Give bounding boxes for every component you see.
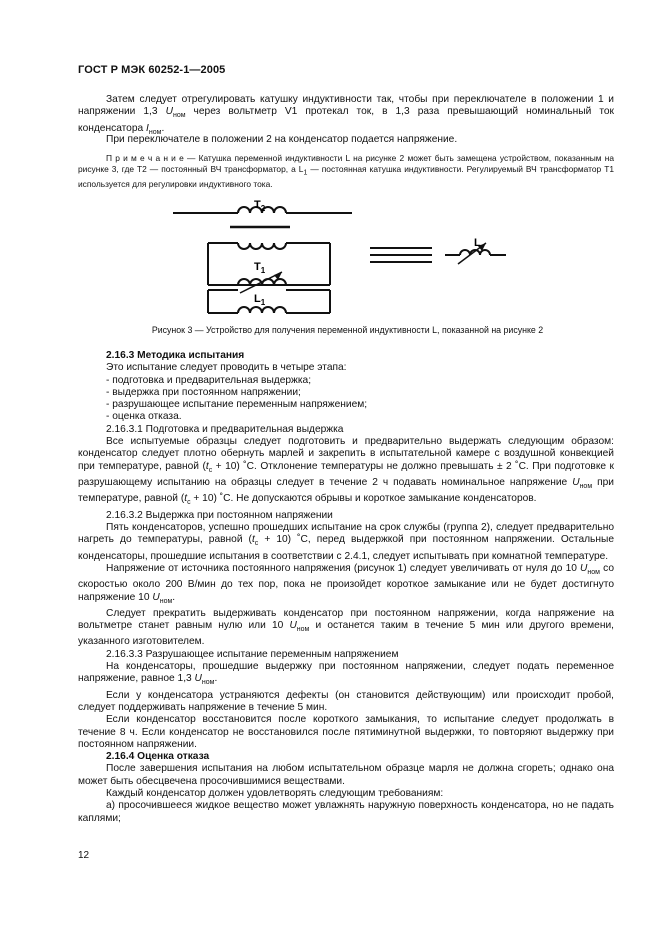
voltage-symbol: U xyxy=(165,106,173,118)
voltage-symbol: U xyxy=(580,562,588,574)
subscript: ном xyxy=(159,597,173,605)
paragraph xyxy=(78,661,614,690)
subsection-heading: 2.16.3.3 Разрушающее испытание переменным напряжением xyxy=(106,648,399,660)
subscript: 1 xyxy=(303,169,308,177)
list-item: - разрушающее испытание переменным напряжением; xyxy=(106,399,368,411)
section-intro: Это испытание следует проводить в четыре этапа: xyxy=(106,362,347,374)
note-label: П р и м е ч а н и е xyxy=(106,153,184,163)
subsection-heading: 2.16.3.1 Подготовка и предварительная выдержка xyxy=(106,423,344,435)
temperature-symbol: t xyxy=(205,460,209,472)
paragraph: Если у конденсатора устраняются дефекты (он становится действующим) или происходит пробой, следует поддерживать напряжение в течение 5 мин. xyxy=(78,689,614,713)
l-label: L xyxy=(474,237,481,249)
paragraph: После завершения испытания на любом испытательном образце марля не должна сгореть; однако она может быть обесцвечена просочившимися веществами. xyxy=(78,763,614,787)
t1-label: $T_1$ xyxy=(254,261,266,275)
list-item: - выдержка при постоянном напряжении; xyxy=(106,386,301,398)
t2-label: $T_2$ xyxy=(254,199,266,213)
voltage-symbol: U xyxy=(194,673,202,685)
paragraph: а) просочившееся жидкое вещество может увлажнять наружную поверхность конденсатора, но не падать каплями; xyxy=(78,800,614,824)
subscript: c xyxy=(208,466,213,474)
subscript: ном xyxy=(201,679,215,687)
text-run: через вольтметр V1 протекал ток, в 1,3 раза превышающий номинальный ток конденсатора xyxy=(78,106,615,134)
text-run: Пять конденсаторов, успешно прошедших испытание на срок службы (группа 2), следует предварительно нагреть до температуры, равной ( xyxy=(78,521,614,546)
temperature-symbol: t xyxy=(184,493,188,505)
subsection-heading: 2.16.3.2 Выдержка при постоянном напряжении xyxy=(106,509,333,521)
figure-caption: Рисунок 3 — Устройство для получения переменной индуктивности L, показанной на рисунке 2 xyxy=(151,325,544,335)
subscript: ном xyxy=(296,626,310,634)
text-run: со скоростью около 200 В/мин до тех пор, пока не произойдет короткое замыкание или не будет достигнуто напряжение 10 xyxy=(78,562,614,603)
temperature-symbol: t xyxy=(251,534,255,546)
text-run: и останется таким в течение 5 мин или другого времени, указанного изготовителем. xyxy=(78,620,614,648)
paragraph xyxy=(78,436,614,510)
subscript: ном xyxy=(579,483,593,491)
list-item: - оценка отказа. xyxy=(106,411,182,423)
document-header: ГОСТ Р МЭК 60252-1—2005 xyxy=(78,64,226,76)
subscript: c xyxy=(187,499,191,507)
text-run: — Катушка переменной индуктивности L на рисунке 2 может быть замещена устройством, показанным на рисунке 3, где T2 — постоянный ВЧ трансформатор, а L xyxy=(78,153,614,175)
text-run: Следует прекратить выдерживать конденсатор при постоянном напряжении, когда напряжение на вольтметре станет равным нулю или 10 xyxy=(78,607,614,632)
paragraph xyxy=(78,522,614,563)
text-run: Напряжение от источника постоянного напряжения (рисунок 1) следует увеличивать от нуля до 10 xyxy=(106,562,581,574)
current-symbol: I xyxy=(146,122,149,134)
text-run: при температуре, равной ( xyxy=(78,477,614,505)
l1-label: $L_1$ xyxy=(254,293,266,307)
text-run: . xyxy=(161,122,165,134)
subscript: ном xyxy=(148,128,162,136)
text-run: . xyxy=(214,673,218,685)
text-run: + 10) ˚С. Не допускаются обрывы и короткое замыкание конденсаторов. xyxy=(190,493,537,505)
voltage-symbol: U xyxy=(152,591,160,603)
subscript: ном xyxy=(172,112,186,120)
voltage-symbol: U xyxy=(289,620,297,632)
text-run: Все испытуемые образцы следует подготовить и предварительно выдержать следующим образом: конденсатор следует плотно обернуть марлей и закрепить в испытательной камере с воздушной конвекцией при температуре, равной ( xyxy=(78,436,614,472)
section-heading: 2.16.4 Оценка отказа xyxy=(106,751,210,763)
text-run: + 10) ˚С, перед выдержкой при постоянном напряжении. Остальные конденсаторы, прошедшие испытания в соответствии с 2.4.1, следует испытывать при комнатной температуре. xyxy=(78,534,614,562)
paragraph xyxy=(78,563,614,608)
text-run: На конденсаторы, прошедшие выдержку при постоянном напряжении, следует подать переменное напряжение, равное 1,3 xyxy=(78,661,614,685)
list-item: - подготовка и предварительная выдержка; xyxy=(106,374,312,386)
page-number: 12 xyxy=(78,850,90,861)
section-heading: 2.16.3 Методика испытания xyxy=(106,350,245,361)
text-run: Затем следует отрегулировать катушку индуктивности так, чтобы при переключателе в положении 1 и напряжении 1,3 xyxy=(78,94,614,118)
section-2-16-3 xyxy=(78,350,614,825)
subscript: ном xyxy=(587,568,600,576)
intro-paragraph-2: При переключателе в положении 2 на конденсатор подается напряжение. xyxy=(106,134,458,145)
text-run: — постоянная катушка индуктивности. Регулируемый ВЧ трансформатор T1 используется для регулировки индуктивного тока. xyxy=(78,164,614,190)
paragraph: Если конденсатор восстановится после короткого замыкания, то испытание следует продолжать в течение 8 ч. Если конденсатор не восстановился после пятиминутной выдержки, то повторяют выдержку при постоянном напряжении. xyxy=(78,714,614,750)
voltage-symbol: U xyxy=(572,477,580,488)
paragraph xyxy=(78,608,614,649)
intro-paragraph-1 xyxy=(78,94,614,139)
paragraph: Каждый конденсатор должен удовлетворять следующим требованиям: xyxy=(106,788,444,800)
subscript: c xyxy=(254,540,259,548)
note-paragraph xyxy=(78,153,614,190)
text-run: + 10) ˚С. Отклонение температуры не должно превышать ± 2 ˚С. При подготовке к разрушающему испытанию на образцы следует в течение 2 ч подавать номинальное напряжение xyxy=(78,460,615,488)
figure-3-diagram xyxy=(170,196,510,324)
text-run: . xyxy=(172,591,176,603)
